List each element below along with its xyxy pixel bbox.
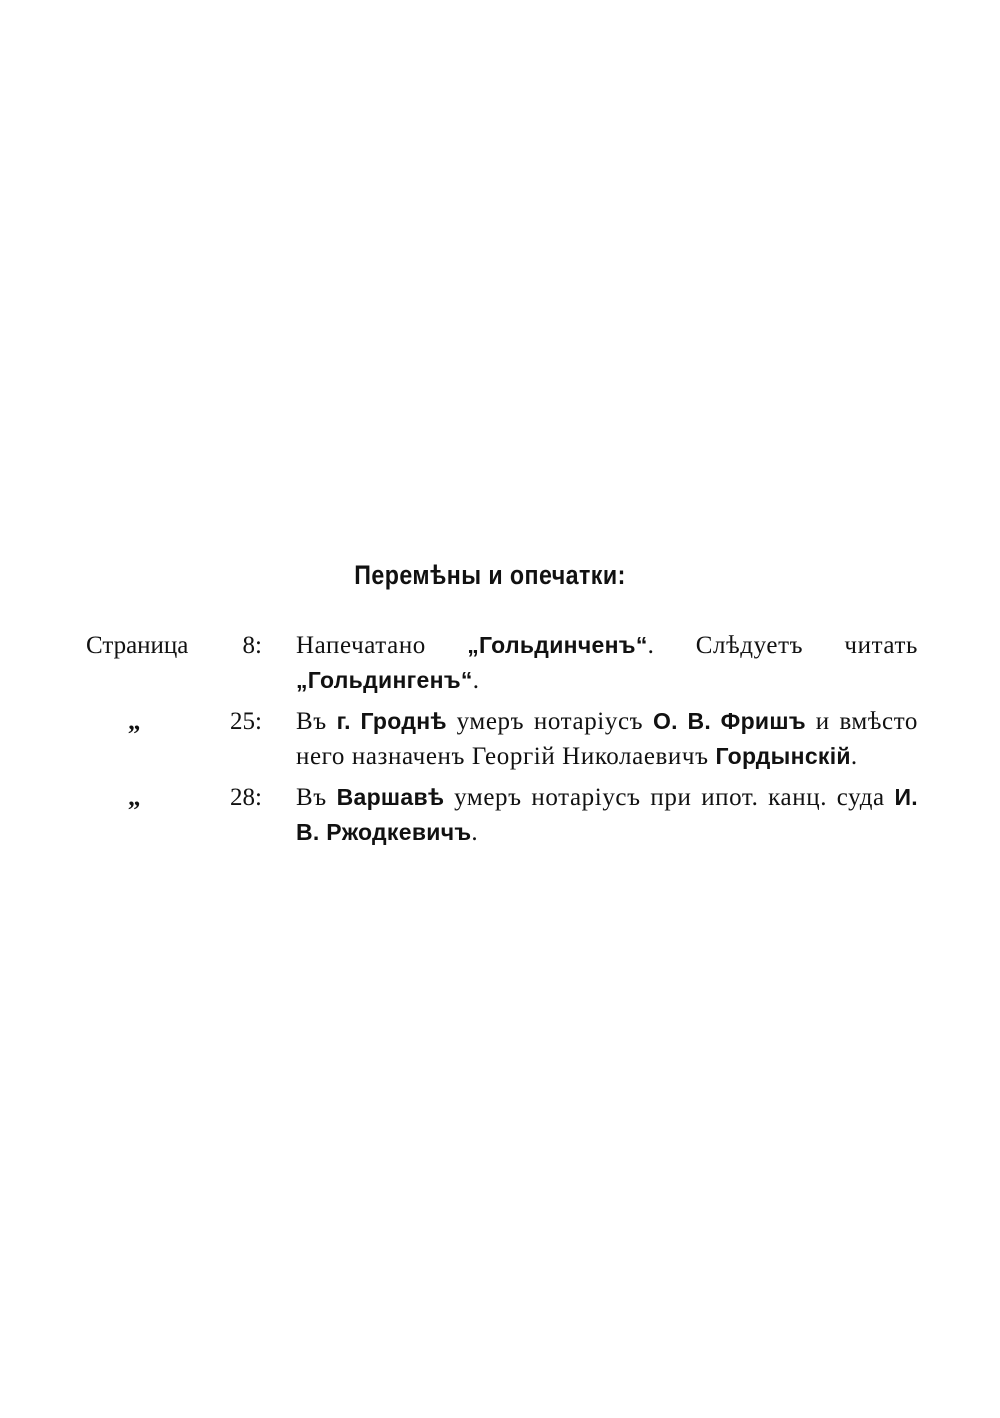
emphasized-text: И. В. Ржодкевичъ (296, 784, 918, 845)
emphasized-text: „Гольдингенъ“ (296, 667, 473, 693)
emphasized-text: О. В. Фришъ (652, 708, 806, 734)
entry-text (296, 780, 918, 850)
text-run: . (850, 743, 858, 770)
text-run: Въ (296, 708, 337, 735)
page-title: Перемѣны и опечатки: (354, 560, 626, 590)
errata-entry (86, 780, 918, 850)
text-run: умеръ нотаріусъ (446, 708, 653, 735)
emphasized-text: г. Гроднѣ (336, 708, 447, 734)
entry-page-number: 28: (230, 784, 262, 811)
entry-label: Страница (86, 632, 189, 659)
entry-page-number: 8: (242, 632, 262, 659)
emphasized-text: Варшавѣ (336, 784, 445, 810)
emphasized-text: „Гольдинченъ“ (467, 632, 648, 658)
text-run: Напечатано (296, 632, 468, 659)
text-run: . Слѣдуетъ читать (647, 632, 918, 659)
ditto-mark: „ (128, 708, 141, 735)
entry-text (296, 628, 918, 698)
ditto-mark: „ (128, 784, 141, 811)
entry-text (296, 704, 918, 774)
errata-entry (86, 628, 918, 698)
text-run: Въ (296, 784, 337, 811)
text-run: . (472, 667, 480, 694)
errata-entry (86, 704, 918, 774)
entry-page-number: 25: (230, 708, 262, 735)
text-run: . (471, 819, 479, 846)
text-run: умеръ нотаріусъ при ипот. канц. суда (444, 784, 895, 811)
errata-list (86, 628, 918, 856)
text-run: и вмѣсто него назначенъ Георгій Николаевичъ (296, 708, 919, 770)
emphasized-text: Гордынскій (715, 743, 851, 769)
